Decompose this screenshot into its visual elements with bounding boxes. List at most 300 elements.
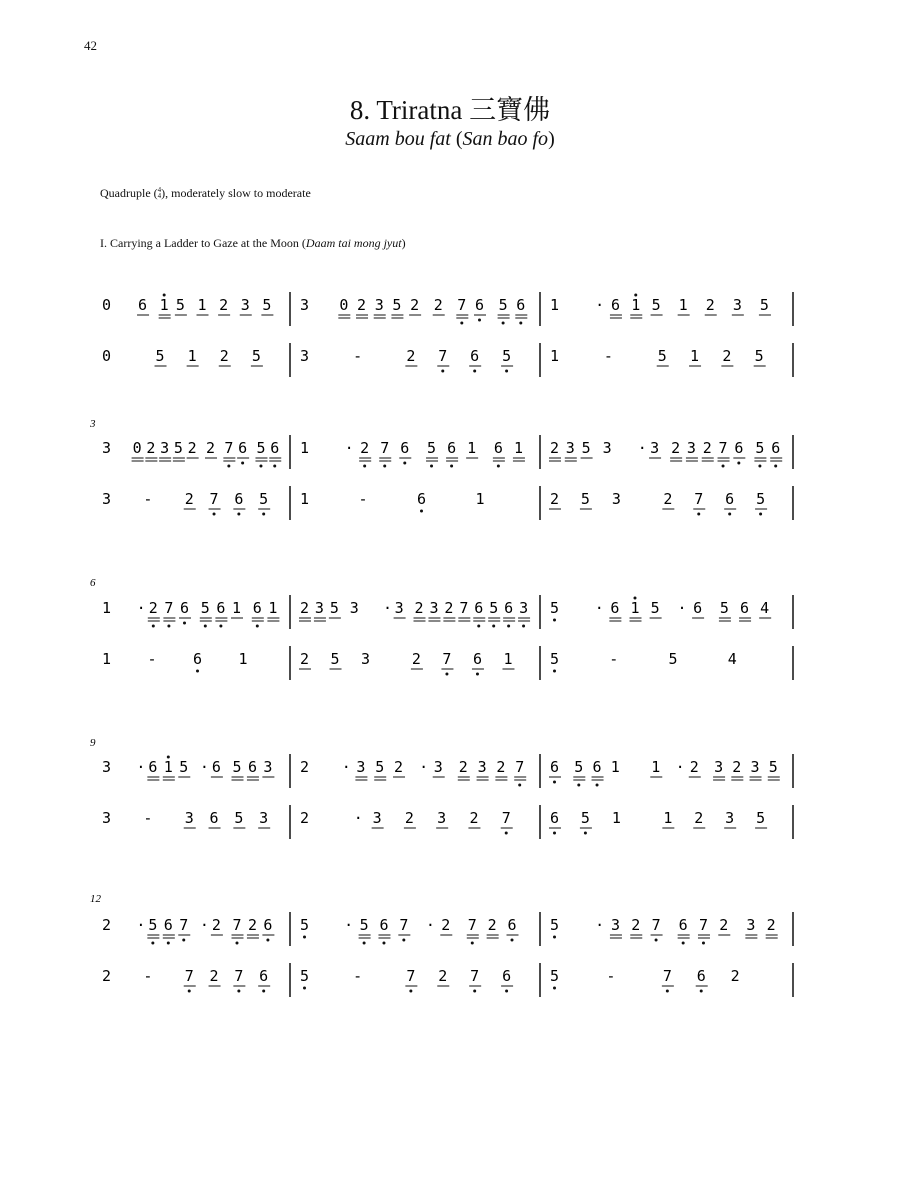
note: 3 (394, 599, 404, 617)
note: 1 (163, 758, 173, 776)
note: 5 (148, 916, 158, 934)
octave-dot-low (213, 513, 216, 516)
octave-dot-low (682, 942, 685, 945)
octave-dot-low (303, 987, 306, 990)
octave-dot-low (553, 987, 556, 990)
note: 5 (550, 599, 560, 617)
note: 1 (232, 599, 242, 617)
dash-mark: - (358, 490, 368, 508)
octave-dot-low (259, 465, 262, 468)
note: 5 (329, 599, 339, 617)
note: 5 (262, 296, 272, 314)
time-signature-bottom: 4 (157, 192, 162, 200)
note: 1 (467, 439, 477, 457)
note: 5 (719, 599, 729, 617)
octave-dot-low (266, 939, 269, 942)
note: 7 (179, 916, 189, 934)
note: 6 (610, 296, 620, 314)
note: 5 (251, 347, 261, 365)
dot-mark: · (594, 599, 604, 617)
piece-title: 8. Triratna 三寶佛 (349, 95, 551, 125)
note: 5 (359, 916, 369, 934)
note: 3 (746, 916, 756, 934)
note: 2 (394, 758, 404, 776)
note: 6 (516, 296, 526, 314)
octave-dot-low (402, 939, 405, 942)
note: 3 (349, 599, 359, 617)
note: 7 (662, 967, 672, 985)
note: 6 (216, 599, 226, 617)
octave-dot-low (151, 942, 154, 945)
dash-mark: - (143, 809, 153, 827)
note: 5 (200, 599, 210, 617)
note: 5 (580, 809, 590, 827)
note: 3 (240, 296, 250, 314)
section-prefix: I. Carrying a Ladder to Gaze at the Moon ( (100, 236, 306, 250)
note: 1 (503, 650, 513, 668)
note: 6 (163, 916, 173, 934)
octave-dot-low (237, 513, 240, 516)
note: 1 (300, 439, 310, 457)
note: 4 (760, 599, 770, 617)
note: 5 (754, 347, 764, 365)
note: 5 (756, 490, 766, 508)
note: 2 (219, 296, 229, 314)
octave-dot-low (759, 513, 762, 516)
octave-dot-high (167, 756, 170, 759)
octave-dot-low (553, 936, 556, 939)
note: 6 (138, 296, 148, 314)
note: 2 (406, 347, 416, 365)
note: 3 (433, 758, 443, 776)
note: 5 (759, 296, 769, 314)
note: 6 (193, 650, 203, 668)
note: 2 (357, 296, 367, 314)
note: 5 (550, 967, 560, 985)
note: 7 (515, 758, 525, 776)
octave-dot-low (774, 465, 777, 468)
note: 3 (356, 758, 366, 776)
note: 6 (693, 599, 703, 617)
note: 2 (410, 296, 420, 314)
note: 2 (496, 758, 506, 776)
dash-mark: - (147, 650, 157, 668)
measure-number: 12 (90, 893, 101, 905)
measure-number: 3 (90, 418, 96, 430)
note: 5 (175, 296, 185, 314)
octave-dot-low (409, 990, 412, 993)
note: 0 (339, 296, 349, 314)
octave-dot-low (502, 322, 505, 325)
note: 5 (756, 809, 766, 827)
note: 5 (668, 650, 678, 668)
note: 1 (611, 809, 621, 827)
note: 1 (238, 650, 248, 668)
note: 3 (477, 758, 487, 776)
note: 1 (550, 296, 560, 314)
note: 5 (173, 439, 183, 457)
note: 0 (102, 296, 112, 314)
note: 2 (663, 490, 673, 508)
note: 6 (474, 599, 484, 617)
note: 2 (550, 490, 560, 508)
note: 5 (657, 347, 667, 365)
note: 5 (580, 490, 590, 508)
octave-dot-low (256, 625, 259, 628)
note: 2 (722, 347, 732, 365)
note: 6 (259, 967, 269, 985)
note: 3 (374, 296, 384, 314)
note: 3 (519, 599, 529, 617)
octave-dot-low (262, 513, 265, 516)
note: 1 (475, 490, 485, 508)
octave-dot-low (596, 784, 599, 787)
note: 2 (631, 916, 641, 934)
note: 2 (766, 916, 776, 934)
octave-dot-low (497, 465, 500, 468)
note: 2 (671, 439, 681, 457)
note: 2 (411, 650, 421, 668)
note: 5 (550, 650, 560, 668)
note: 4 (727, 650, 737, 668)
note: 2 (146, 439, 156, 457)
note: 3 (429, 599, 439, 617)
note: 2 (414, 599, 424, 617)
time-signature-top: 4 (157, 186, 162, 194)
note: 1 (102, 650, 112, 668)
octave-dot-low (522, 625, 525, 628)
dot-mark: · (136, 758, 146, 776)
note: 2 (404, 809, 414, 827)
octave-dot-low (666, 990, 669, 993)
note: 6 (678, 916, 688, 934)
note: 6 (234, 490, 244, 508)
note: 3 (437, 809, 447, 827)
dot-mark: · (136, 916, 146, 934)
octave-dot-low (196, 670, 199, 673)
note: 6 (696, 967, 706, 985)
note: 2 (702, 439, 712, 457)
note: 6 (472, 650, 482, 668)
dash-mark: - (143, 967, 153, 985)
note: 7 (209, 490, 219, 508)
note: 2 (187, 439, 197, 457)
octave-dot-high (634, 294, 637, 297)
note: 5 (259, 490, 269, 508)
dot-mark: · (595, 296, 605, 314)
measure-number: 6 (90, 577, 96, 589)
note: 1 (268, 599, 278, 617)
tempo-prefix: Quadruple ( (100, 186, 158, 200)
note: 7 (718, 439, 728, 457)
note: 2 (300, 599, 310, 617)
note: 2 (433, 296, 443, 314)
measure-number: 9 (90, 737, 96, 749)
note: 7 (406, 967, 416, 985)
note: 7 (224, 439, 234, 457)
note: 2 (689, 758, 699, 776)
note: 2 (694, 809, 704, 827)
dot-mark: · (199, 916, 209, 934)
note: 3 (650, 439, 660, 457)
dash-mark: - (603, 347, 613, 365)
dot-mark: · (344, 916, 354, 934)
note: 2 (219, 347, 229, 365)
note: 1 (300, 490, 310, 508)
note: 3 (565, 439, 575, 457)
note: 7 (694, 490, 704, 508)
dot-mark: · (341, 758, 351, 776)
octave-dot-low (383, 465, 386, 468)
note: 7 (380, 439, 390, 457)
note: 5 (179, 758, 189, 776)
octave-dot-low (167, 625, 170, 628)
octave-dot-low (519, 322, 522, 325)
octave-dot-low (152, 625, 155, 628)
octave-dot-low (505, 990, 508, 993)
note: 6 (592, 758, 602, 776)
dot-mark: · (136, 599, 146, 617)
note: 5 (768, 758, 778, 776)
dot-mark: · (419, 758, 429, 776)
note: 7 (438, 347, 448, 365)
octave-dot-low (227, 465, 230, 468)
note: 6 (470, 347, 480, 365)
octave-dot-low (697, 513, 700, 516)
note: 3 (725, 809, 735, 827)
octave-dot-low (722, 465, 725, 468)
dot-mark: · (199, 758, 209, 776)
note: 1 (678, 296, 688, 314)
note: 0 (102, 347, 112, 365)
note: 6 (247, 758, 257, 776)
dot-mark: · (637, 439, 647, 457)
dot-mark: · (675, 758, 685, 776)
note: 3 (732, 296, 742, 314)
note: 6 (417, 490, 427, 508)
octave-dot-low (728, 513, 731, 516)
note: 2 (550, 439, 560, 457)
note: 3 (102, 758, 112, 776)
note: 3 (263, 758, 273, 776)
note: 2 (300, 650, 310, 668)
note: 3 (184, 809, 194, 827)
note: 5 (502, 347, 512, 365)
note: 3 (300, 296, 310, 314)
note: 6 (502, 967, 512, 985)
octave-dot-low (450, 465, 453, 468)
note: 6 (475, 296, 485, 314)
octave-dot-low (273, 465, 276, 468)
dash-mark: - (609, 650, 619, 668)
octave-dot-low (471, 942, 474, 945)
subtitle-romanization: Saam bou fat (345, 128, 451, 150)
note: 6 (252, 599, 262, 617)
note: 1 (197, 296, 207, 314)
note: 6 (493, 439, 503, 457)
note: 1 (513, 439, 523, 457)
note: 2 (469, 809, 479, 827)
octave-dot-low (655, 939, 658, 942)
octave-dot-low (505, 832, 508, 835)
octave-dot-low (441, 370, 444, 373)
page-number: 42 (84, 38, 97, 53)
note: 1 (630, 599, 640, 617)
note: 6 (734, 439, 744, 457)
octave-dot-low (505, 370, 508, 373)
octave-dot-low (235, 942, 238, 945)
note: 7 (501, 809, 511, 827)
octave-dot-low (188, 990, 191, 993)
piece-subtitle: Saam bou fat (San bao fo) (345, 128, 555, 150)
note: 5 (300, 916, 310, 934)
note: 5 (300, 967, 310, 985)
octave-dot-low (204, 625, 207, 628)
note: 3 (686, 439, 696, 457)
octave-dot-low (476, 673, 479, 676)
octave-dot-low (478, 319, 481, 322)
dash-mark: - (353, 347, 363, 365)
note: 1 (651, 758, 661, 776)
octave-dot-low (507, 625, 510, 628)
note: 6 (209, 809, 219, 827)
note: 3 (160, 439, 170, 457)
note: 6 (148, 758, 158, 776)
note: 7 (232, 916, 242, 934)
note: 7 (467, 916, 477, 934)
note: 6 (740, 599, 750, 617)
note: 2 (732, 758, 742, 776)
note: 6 (610, 599, 620, 617)
note: 0 (132, 439, 142, 457)
note: 5 (234, 809, 244, 827)
octave-dot-low (477, 625, 480, 628)
octave-dot-low (511, 939, 514, 942)
note: 6 (180, 599, 190, 617)
octave-dot-low (460, 322, 463, 325)
note: 6 (263, 916, 273, 934)
octave-dot-low (403, 462, 406, 465)
note: 7 (459, 599, 469, 617)
note: 3 (372, 809, 382, 827)
note: 5 (498, 296, 508, 314)
note: 2 (444, 599, 454, 617)
dot-mark: · (595, 916, 605, 934)
tempo-suffix: ), moderately slow to moderate (161, 186, 311, 200)
note: 6 (725, 490, 735, 508)
note: 2 (247, 916, 257, 934)
note: 3 (300, 347, 310, 365)
note: 7 (470, 967, 480, 985)
note: 5 (330, 650, 340, 668)
note: 2 (102, 967, 112, 985)
note: 7 (457, 296, 467, 314)
note: 1 (187, 347, 197, 365)
octave-dot-low (183, 622, 186, 625)
section-romanization: Daam tai mong jyut (305, 236, 402, 250)
octave-dot-low (303, 936, 306, 939)
note: 2 (487, 916, 497, 934)
octave-dot-high (163, 294, 166, 297)
note: 6 (211, 758, 221, 776)
octave-dot-low (553, 781, 556, 784)
section-suffix: ) (401, 236, 406, 250)
note: 1 (663, 809, 673, 827)
octave-dot-low (167, 942, 170, 945)
note: 6 (771, 439, 781, 457)
note: 3 (102, 490, 112, 508)
subtitle-pinyin: San bao fo (462, 128, 549, 150)
octave-dot-low (219, 625, 222, 628)
octave-dot-low (182, 939, 185, 942)
note: 6 (550, 809, 560, 827)
note: 3 (750, 758, 760, 776)
octave-dot-low (363, 942, 366, 945)
note: 2 (705, 296, 715, 314)
octave-dot-low (553, 670, 556, 673)
dash-mark: - (353, 967, 363, 985)
note: 5 (574, 758, 584, 776)
note: 3 (314, 599, 324, 617)
octave-dot-low (758, 465, 761, 468)
note: 2 (438, 967, 448, 985)
note: 2 (300, 809, 310, 827)
note: 1 (159, 296, 169, 314)
dot-mark: · (677, 599, 687, 617)
note: 2 (441, 916, 451, 934)
octave-dot-low (577, 784, 580, 787)
note: 3 (611, 490, 621, 508)
note: 5 (650, 599, 660, 617)
note: 5 (651, 296, 661, 314)
dot-mark: · (344, 439, 354, 457)
note: 7 (442, 650, 452, 668)
note: 3 (102, 439, 112, 457)
note: 3 (602, 439, 612, 457)
note: 5 (375, 758, 385, 776)
note: 2 (458, 758, 468, 776)
note: 5 (427, 439, 437, 457)
note: 6 (238, 439, 248, 457)
octave-dot-low (241, 462, 244, 465)
octave-dot-low (702, 942, 705, 945)
note: 7 (651, 916, 661, 934)
note: 7 (164, 599, 174, 617)
note: 5 (581, 439, 591, 457)
note: 3 (259, 809, 269, 827)
note: 1 (690, 347, 700, 365)
note: 6 (507, 916, 517, 934)
note: 2 (209, 967, 219, 985)
note: 6 (379, 916, 389, 934)
dash-mark: - (606, 967, 616, 985)
octave-dot-low (473, 370, 476, 373)
note: 6 (550, 758, 560, 776)
octave-dot-low (584, 832, 587, 835)
note: 6 (504, 599, 514, 617)
note: 6 (447, 439, 457, 457)
note: 5 (755, 439, 765, 457)
octave-dot-low (737, 462, 740, 465)
octave-dot-low (700, 990, 703, 993)
note: 7 (698, 916, 709, 934)
octave-dot-low (553, 619, 556, 622)
note: 5 (392, 296, 402, 314)
octave-dot-low (553, 832, 556, 835)
octave-dot-high (633, 597, 636, 600)
note: 2 (360, 439, 370, 457)
note: 2 (300, 758, 310, 776)
